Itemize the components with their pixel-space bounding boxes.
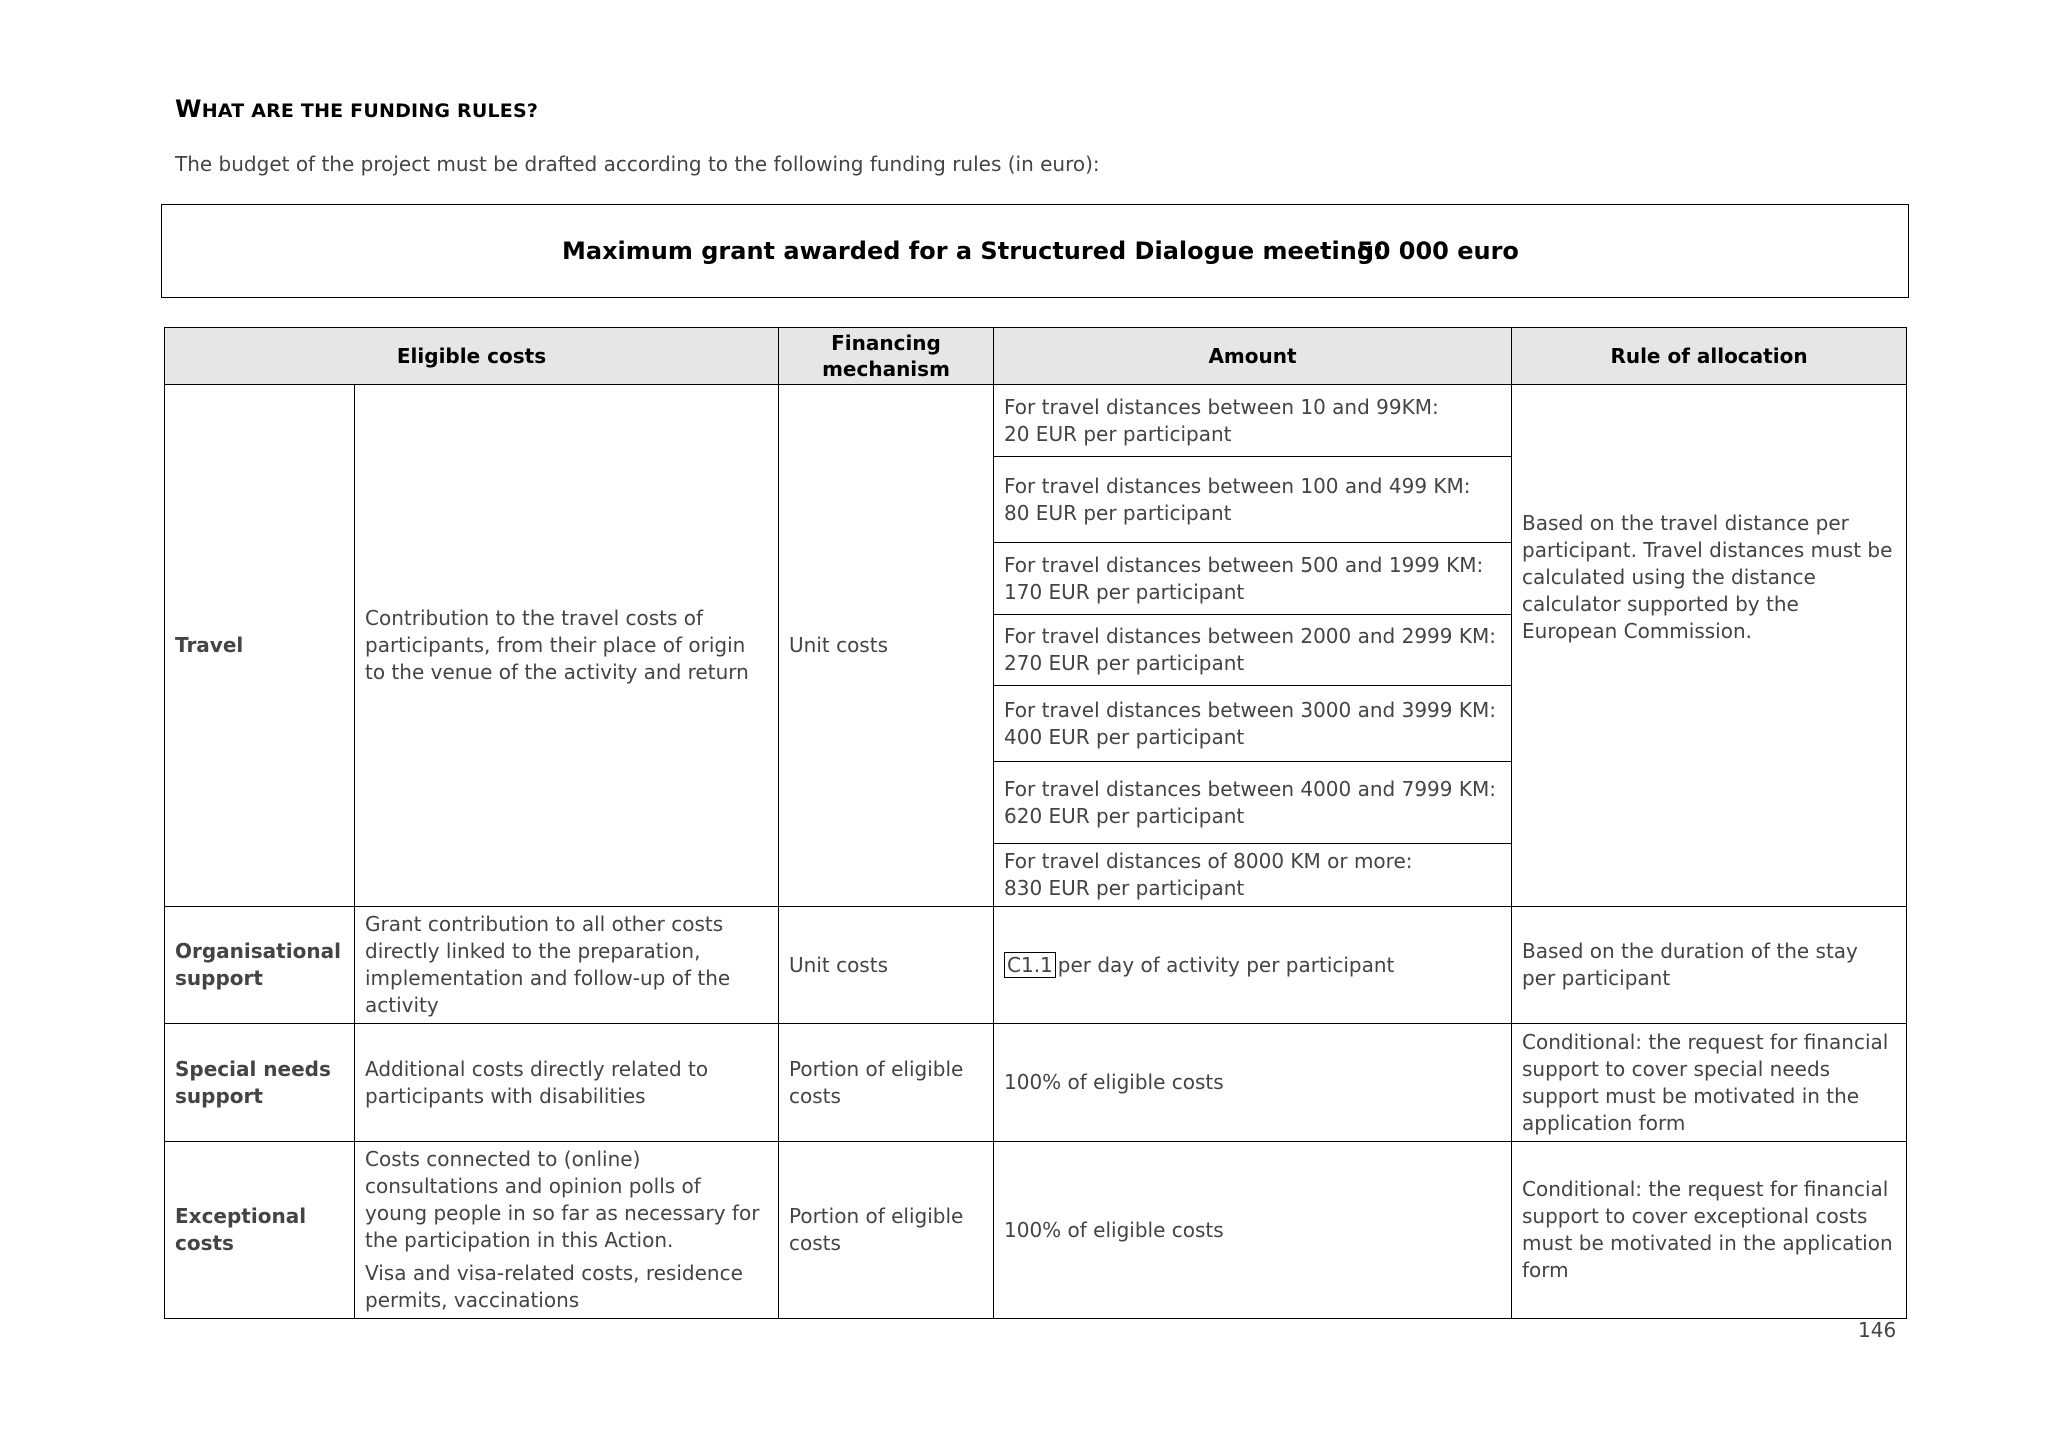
max-grant-label: Maximum grant awarded for a Structured Dialogue meeting: bbox=[562, 237, 1384, 265]
unit-cost-code: C1.1 bbox=[1004, 952, 1056, 978]
organisational-category: Organisational support bbox=[165, 907, 355, 1024]
max-grant-box bbox=[161, 204, 1909, 298]
exceptional-description bbox=[355, 1142, 779, 1319]
exceptional-mechanism: Portion of eligible costs bbox=[779, 1142, 994, 1319]
table-row bbox=[165, 385, 1907, 457]
special-needs-category: Special needs support bbox=[165, 1024, 355, 1142]
travel-mechanism: Unit costs bbox=[779, 385, 994, 907]
header-amount: Amount bbox=[994, 328, 1512, 385]
exceptional-category: Exceptional costs bbox=[165, 1142, 355, 1319]
travel-band: For travel distances between 2000 and 2999 KM: 270 EUR per participant bbox=[994, 615, 1512, 686]
exceptional-description-2: Visa and visa-related costs, residence permits, vaccinations bbox=[365, 1261, 743, 1312]
travel-band: For travel distances between 500 and 1999 KM: 170 EUR per participant bbox=[994, 543, 1512, 615]
header-financing-mechanism: Financing mechanism bbox=[779, 328, 994, 385]
max-grant-value: 50 000 euro bbox=[1357, 237, 1519, 265]
special-needs-mechanism: Portion of eligible costs bbox=[779, 1024, 994, 1142]
heading-rest: HAT ARE THE FUNDING RULES? bbox=[201, 100, 539, 122]
header-eligible-costs: Eligible costs bbox=[165, 328, 779, 385]
organisational-mechanism: Unit costs bbox=[779, 907, 994, 1024]
travel-band: For travel distances between 3000 and 3999 KM: 400 EUR per participant bbox=[994, 686, 1512, 762]
exceptional-amount: 100% of eligible costs bbox=[994, 1142, 1512, 1319]
travel-band: For travel distances between 4000 and 7999 KM: 620 EUR per participant bbox=[994, 762, 1512, 844]
organisational-description: Grant contribution to all other costs directly linked to the preparation, implementation and follow-up of the activity bbox=[355, 907, 779, 1024]
table-row bbox=[165, 907, 1907, 1024]
special-needs-description: Additional costs directly related to participants with disabilities bbox=[355, 1024, 779, 1142]
page-number: 146 bbox=[1858, 1318, 1897, 1342]
travel-description: Contribution to the travel costs of participants, from their place of origin to the venue of the activity and return bbox=[355, 385, 779, 907]
organisational-amount bbox=[994, 907, 1512, 1024]
travel-category: Travel bbox=[165, 385, 355, 907]
funding-rules-table bbox=[164, 327, 1907, 1319]
table-header-row bbox=[165, 328, 1907, 385]
intro-text: The budget of the project must be drafted according to the following funding rules (in euro): bbox=[175, 152, 1100, 176]
table-row bbox=[165, 1142, 1907, 1319]
section-heading bbox=[175, 95, 538, 123]
travel-band: For travel distances of 8000 KM or more: 830 EUR per participant bbox=[994, 844, 1512, 907]
heading-initial: W bbox=[175, 95, 202, 123]
exceptional-rule: Conditional: the request for financial support to cover exceptional costs must be motivated in the application form bbox=[1512, 1142, 1907, 1319]
organisational-rule: Based on the duration of the stay per participant bbox=[1512, 907, 1907, 1024]
organisational-amount-text: per day of activity per participant bbox=[1057, 952, 1395, 977]
travel-band: For travel distances between 10 and 99KM: 20 EUR per participant bbox=[994, 385, 1512, 457]
travel-band: For travel distances between 100 and 499 KM: 80 EUR per participant bbox=[994, 457, 1512, 543]
travel-rule: Based on the travel distance per participant. Travel distances must be calculated using the distance calculator supported by the European Commission. bbox=[1512, 385, 1907, 907]
header-rule-of-allocation: Rule of allocation bbox=[1512, 328, 1907, 385]
table-row bbox=[165, 1024, 1907, 1142]
special-needs-rule: Conditional: the request for financial support to cover special needs support must be motivated in the application form bbox=[1512, 1024, 1907, 1142]
special-needs-amount: 100% of eligible costs bbox=[994, 1024, 1512, 1142]
exceptional-description-1: Costs connected to (online) consultations and opinion polls of young people in so far as necessary for the participation in this Action. bbox=[365, 1147, 760, 1252]
